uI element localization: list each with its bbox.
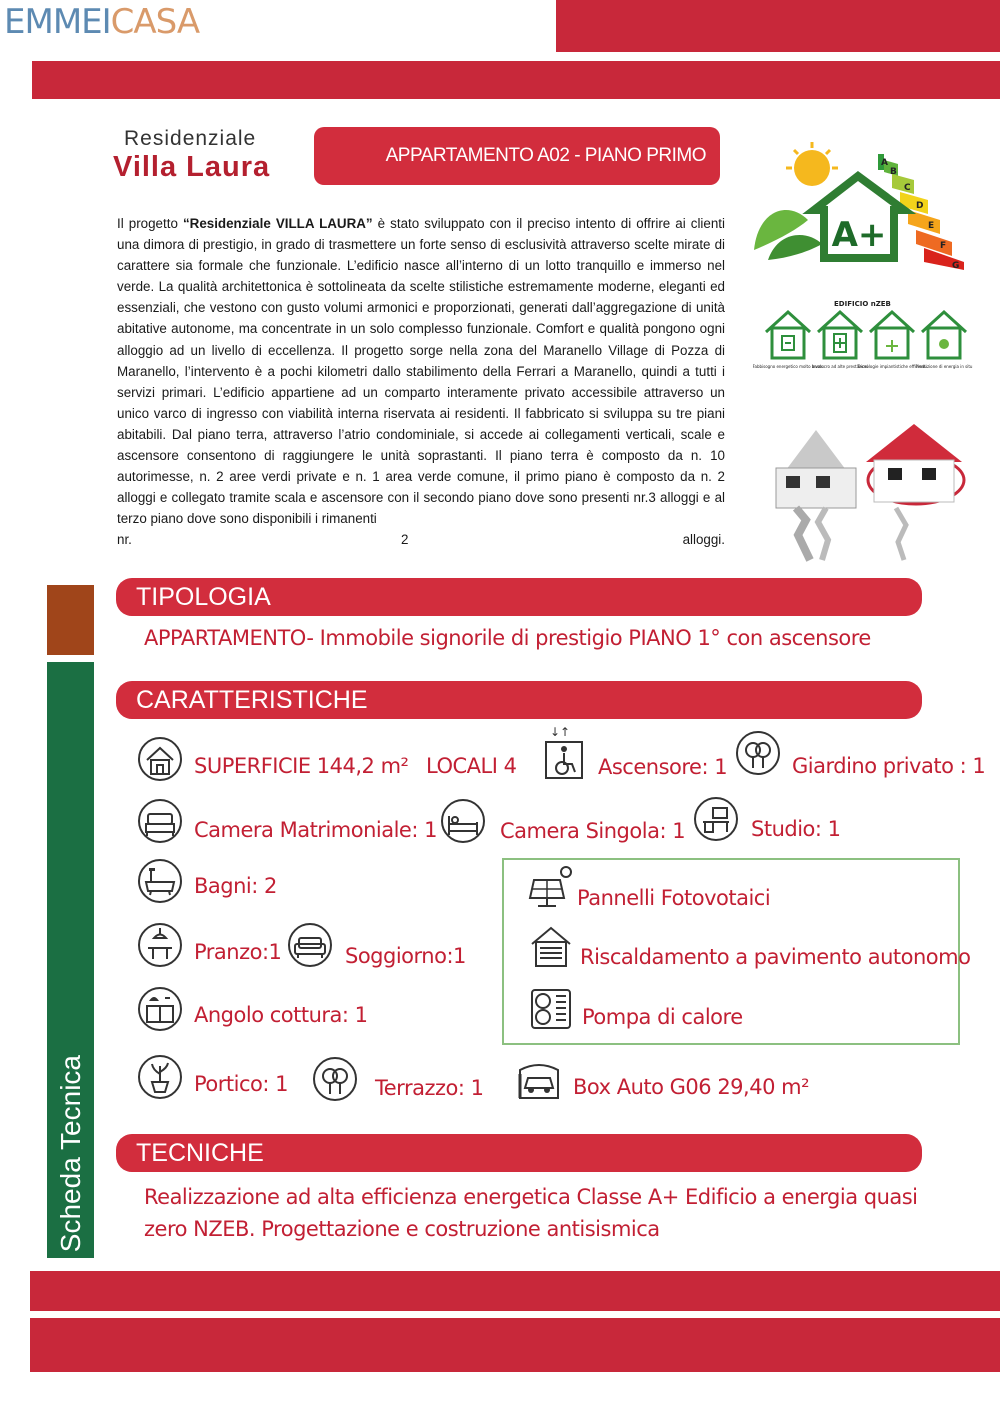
section-heading-tipologia: TIPOLOGIA — [116, 578, 922, 616]
soggiorno-label: Soggiorno:1 — [345, 944, 466, 968]
energy-letter-c: C — [904, 183, 911, 193]
intro-paragraph-end: nr. 2 alloggi. — [117, 532, 725, 547]
giardino-label: Giardino privato : 1 — [792, 754, 986, 778]
single-bed-icon — [440, 798, 486, 844]
heat-pump-icon — [528, 986, 574, 1032]
energy-letter-d: D — [916, 201, 924, 211]
studio-label: Studio: 1 — [751, 817, 841, 841]
floor-heating-icon — [528, 924, 574, 970]
nzeb-caption-3: Tecnologie impiantistiche efficienti — [857, 364, 927, 369]
box-auto-label: Box Auto G06 29,40 m² — [573, 1075, 809, 1099]
portico-label: Portico: 1 — [194, 1072, 288, 1096]
pranzo-label: Pranzo:1 — [194, 940, 282, 964]
footer-red-band-1 — [30, 1271, 1000, 1311]
bathtub-icon — [137, 858, 183, 904]
tree-garden-icon — [735, 730, 781, 776]
svg-text:↓↑: ↓↑ — [550, 725, 571, 739]
kitchen-icon — [137, 986, 183, 1032]
ascensore-label: Ascensore: 1 — [598, 755, 728, 779]
nzeb-title: EDIFICIO nZEB — [834, 300, 891, 308]
intro-paragraph: Il progetto “Residenziale VILLA LAURA” è stato sviluppato con il preciso intento di offrire ai clienti una dimora di prestigio, in grado di trasmettere un forte senso di esclusività attraverso scelte mirate di carattere sia formale che funzionale. L’edificio nasce all’interno di un lotto tranquillo e immerso nel verde. La qualità architettonica è sottolineata da scelte stilistiche estremamente moderne, eleganti ed essenziali, che vestono con gusto volumi armonici e proporzionati, generati dall’aggregazione di unità abitative autonome, ma concentrate in un solo complesso funzionale. Comfort e qualità pongono ogni alloggio ad un livello di eccellenza. Il progetto sorge nella zona del Maranello Village di Pozza di Maranello, l’intervento è a pochi kilometri dallo stabilimento della Ferrari a Maranello, quindi a tutti i servizi primari. L’edificio appartiene ad un comparto interamente privato accessibile attraverso un unico varco di ingresso con viabilità interna riservata ai residenti. Il fabbricato si sviluppa su tre piani abitabili. Dal piano terra, attraverso l’atrio condominiale, si accede ai collegamenti verticali, scale e ascensore consentono di raggiungere le unità soprastanti. Il piano terra è composto da n. 10 autorimesse, n. 2 aree verdi private e n. 1 area verde comune, il primo piano è composto da n. 2 alloggi e collegato tramite scala e ascensore con il secondo piano dove sono presenti nr.3 alloggi e al terzo piano dove sono disponibili i rimanenti — [117, 216, 725, 527]
nzeb-caption-4: Produzione di energia in situ — [915, 364, 973, 369]
section-heading-tecniche: TECNICHE — [116, 1134, 922, 1172]
side-accent-brown — [47, 585, 94, 655]
apartment-label: APPARTAMENTO A02 - PIANO PRIMO — [314, 127, 720, 185]
energy-class-badge — [748, 140, 976, 270]
angolo-cottura-label: Angolo cottura: 1 — [194, 1003, 368, 1027]
superficie-label: SUPERFICIE 144,2 m² — [194, 754, 409, 778]
pannelli-label: Pannelli Fotovotaici — [577, 886, 771, 910]
elevator-icon — [542, 724, 588, 780]
tipologia-text: APPARTAMENTO- Immobile signorile di prestigio PIANO 1° con ascensore — [144, 626, 871, 650]
camera-singola-label: Camera Singola: 1 — [500, 819, 686, 843]
riscaldamento-label: Riscaldamento a pavimento autonomo — [580, 945, 971, 969]
title-residenziale: Residenziale — [124, 127, 257, 150]
nzeb-badge — [752, 296, 973, 396]
dining-table-icon — [137, 922, 183, 968]
energy-letter-g: G — [952, 261, 960, 271]
header-red-band — [32, 61, 1000, 99]
camera-matrimoniale-label: Camera Matrimoniale: 1 — [194, 818, 437, 842]
top-red-bar — [556, 0, 1000, 52]
tree-terrace-icon — [312, 1056, 358, 1102]
side-label-scheda-tecnica: Scheda Tecnica — [54, 1054, 86, 1252]
energy-letter-e: E — [928, 221, 935, 231]
nzeb-caption-1: Fabbisogno energetico molto basso — [752, 364, 824, 369]
plant-portico-icon — [137, 1054, 183, 1100]
locali-label: LOCALI 4 — [426, 754, 517, 778]
brand-logo: EMMEICASA — [4, 2, 200, 42]
tecniche-text: Realizzazione ad alta efficienza energetica Classe A+ Edificio a energia quasi zero NZEB. Progettazione e costruzione antisismica — [144, 1185, 918, 1241]
sofa-icon — [287, 922, 333, 968]
house-area-icon — [137, 736, 183, 782]
pompa-label: Pompa di calore — [582, 1005, 743, 1029]
nzeb-caption-2: Involucro ad alte prestazioni — [811, 364, 869, 369]
antiseismic-houses-illustration — [766, 410, 966, 560]
double-bed-icon — [137, 798, 183, 844]
energy-class-value: A+ — [831, 215, 887, 255]
footer-red-band-2 — [30, 1318, 1000, 1372]
terrazzo-label: Terrazzo: 1 — [375, 1076, 484, 1100]
section-heading-caratteristiche: CARATTERISTICHE — [116, 681, 922, 719]
desk-study-icon — [693, 796, 739, 842]
bagni-label: Bagni: 2 — [194, 874, 277, 898]
title-villa-laura: Villa Laura — [113, 151, 271, 183]
energy-letter-b: B — [890, 167, 897, 177]
garage-car-icon — [516, 1056, 562, 1102]
energy-letter-f: F — [940, 241, 947, 251]
solar-panel-icon — [528, 864, 574, 910]
energy-letter-a: A — [881, 158, 888, 168]
